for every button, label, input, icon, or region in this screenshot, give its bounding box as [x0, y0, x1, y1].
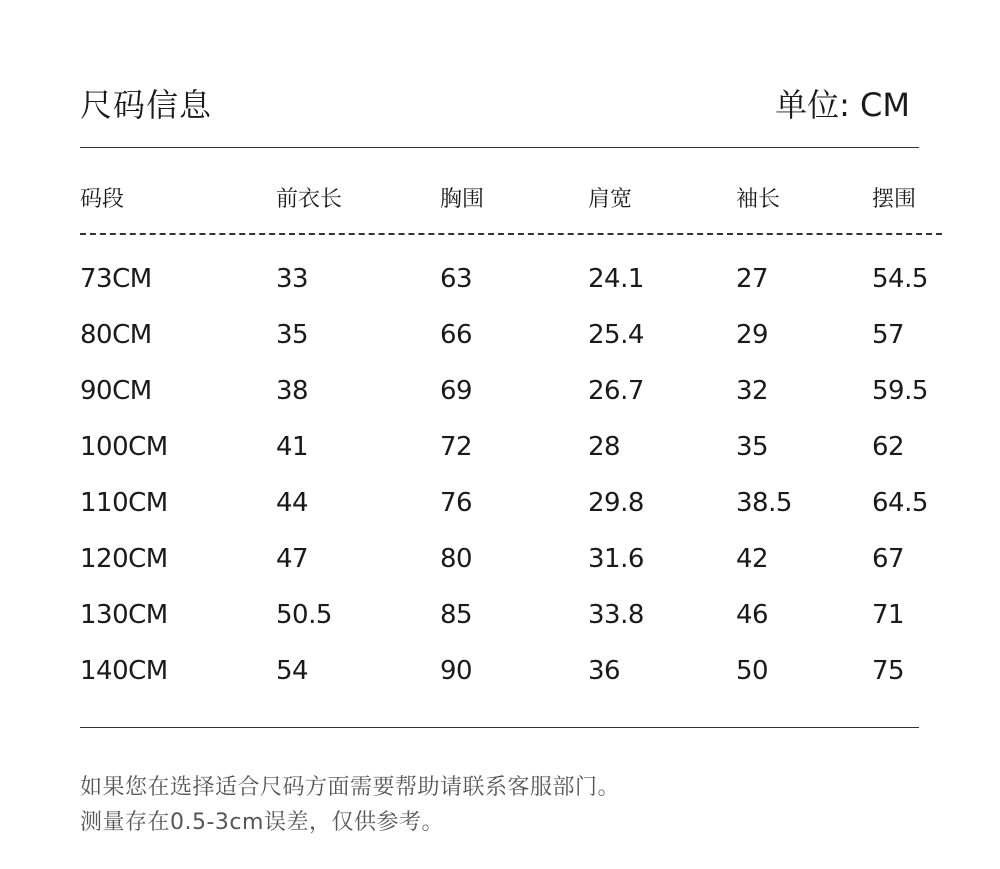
- cell-size: 80CM: [80, 320, 152, 350]
- table-header-row: [0, 182, 1000, 214]
- measurement-note: 测量存在0.5-3cm误差，仅供参考。: [80, 810, 444, 835]
- cell-chest: 63: [440, 264, 473, 294]
- cell-shoulder: 29.8: [588, 488, 644, 518]
- cell-front-length: 50.5: [276, 600, 332, 630]
- cell-chest: 69: [440, 376, 473, 406]
- cell-front-length: 41: [276, 432, 309, 462]
- column-header-sleeve: 袖长: [736, 187, 781, 212]
- bottom-divider: [80, 727, 919, 728]
- page-title: 尺码信息: [80, 86, 213, 124]
- cell-shoulder: 25.4: [588, 320, 644, 350]
- cell-front-length: 38: [276, 376, 309, 406]
- cell-sleeve: 32: [736, 376, 769, 406]
- column-header-size: 码段: [80, 187, 125, 212]
- cell-hem: 59.5: [872, 376, 928, 406]
- cell-chest: 76: [440, 488, 473, 518]
- table-row: [0, 320, 1000, 360]
- table-row: [0, 488, 1000, 528]
- column-header-chest: 胸围: [440, 187, 485, 212]
- cell-sleeve: 50: [736, 656, 769, 686]
- cell-chest: 85: [440, 600, 473, 630]
- cell-hem: 64.5: [872, 488, 928, 518]
- cell-chest: 80: [440, 544, 473, 574]
- cell-hem: 54.5: [872, 264, 928, 294]
- cell-size: 100CM: [80, 432, 168, 462]
- cell-hem: 71: [872, 600, 905, 630]
- cell-chest: 66: [440, 320, 473, 350]
- cell-sleeve: 42: [736, 544, 769, 574]
- top-divider: [80, 147, 919, 148]
- cell-hem: 75: [872, 656, 905, 686]
- table-row: [0, 600, 1000, 640]
- table-row: [0, 264, 1000, 304]
- cell-shoulder: 36: [588, 656, 621, 686]
- column-header-hem: 摆围: [872, 187, 917, 212]
- cell-front-length: 54: [276, 656, 309, 686]
- table-row: [0, 376, 1000, 416]
- header-dashed-divider: [80, 233, 942, 235]
- table-row: [0, 432, 1000, 472]
- cell-sleeve: 35: [736, 432, 769, 462]
- cell-hem: 67: [872, 544, 905, 574]
- cell-size: 110CM: [80, 488, 168, 518]
- cell-shoulder: 33.8: [588, 600, 644, 630]
- cell-hem: 57: [872, 320, 905, 350]
- cell-shoulder: 24.1: [588, 264, 644, 294]
- cell-hem: 62: [872, 432, 905, 462]
- table-row: [0, 656, 1000, 696]
- cell-front-length: 33: [276, 264, 309, 294]
- cell-chest: 72: [440, 432, 473, 462]
- column-header-front-length: 前衣长: [276, 187, 343, 212]
- cell-sleeve: 38.5: [736, 488, 792, 518]
- cell-sleeve: 29: [736, 320, 769, 350]
- cell-sleeve: 46: [736, 600, 769, 630]
- table-row: [0, 544, 1000, 584]
- cell-shoulder: 31.6: [588, 544, 644, 574]
- cell-sleeve: 27: [736, 264, 769, 294]
- help-note: 如果您在选择适合尺码方面需要帮助请联系客服部门。: [80, 775, 621, 800]
- unit-label: 单位: CM: [775, 86, 910, 124]
- cell-shoulder: 28: [588, 432, 621, 462]
- cell-shoulder: 26.7: [588, 376, 644, 406]
- cell-chest: 90: [440, 656, 473, 686]
- cell-size: 130CM: [80, 600, 168, 630]
- cell-front-length: 35: [276, 320, 309, 350]
- cell-front-length: 44: [276, 488, 309, 518]
- cell-size: 73CM: [80, 264, 152, 294]
- cell-front-length: 47: [276, 544, 309, 574]
- cell-size: 120CM: [80, 544, 168, 574]
- column-header-shoulder: 肩宽: [588, 187, 633, 212]
- cell-size: 140CM: [80, 656, 168, 686]
- cell-size: 90CM: [80, 376, 152, 406]
